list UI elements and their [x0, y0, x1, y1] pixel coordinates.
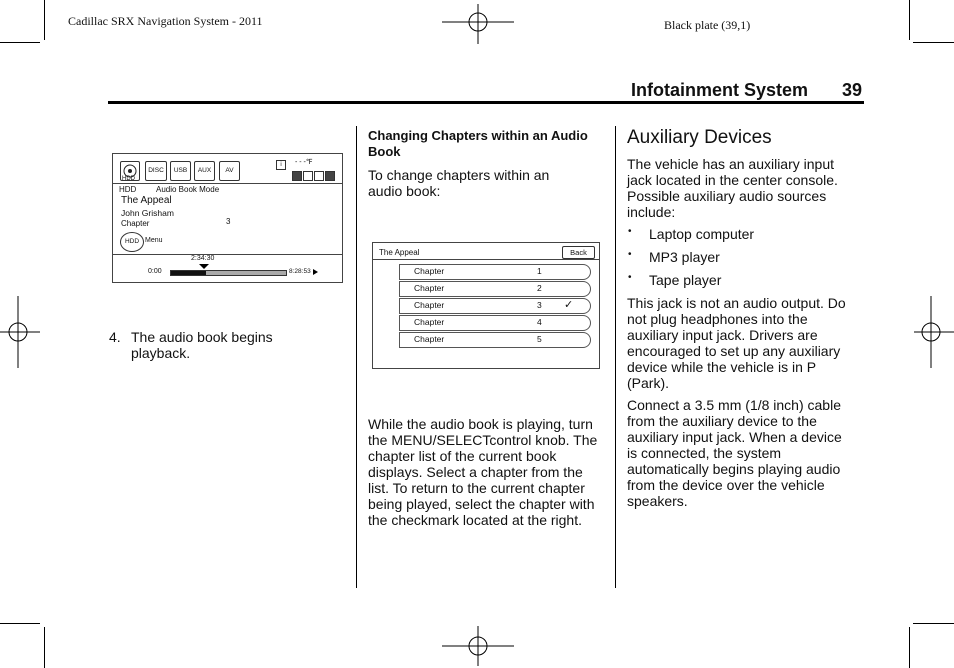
screen-divider: [113, 254, 342, 255]
list-item[interactable]: [399, 281, 591, 297]
crop-mark: [913, 623, 954, 624]
bullet-icon: •: [628, 249, 632, 260]
chapter-number: 3: [226, 217, 231, 226]
list-item: Tape player: [649, 272, 722, 288]
subsection-heading: Changing Chapters within an Audio Book: [368, 128, 588, 159]
back-button[interactable]: Back: [562, 246, 595, 259]
list-item[interactable]: [399, 315, 591, 331]
step-text: The audio book begins playback.: [131, 329, 273, 361]
mute-icon[interactable]: [303, 171, 313, 181]
screen-title: The Appeal: [379, 248, 420, 257]
av-button[interactable]: AV: [219, 161, 240, 181]
paragraph: This jack is not an audio output. Do not plug headphones into the auxiliary input jack. Drivers are encouraged to set up any auxiliary device while the vehicle is in P (Park).: [627, 295, 846, 391]
section-title: Infotainment System: [631, 80, 809, 100]
crop-mark: [909, 0, 910, 40]
chapter-label: Chapter: [414, 317, 445, 327]
crop-mark: [44, 627, 45, 668]
header-rule: [108, 101, 864, 104]
column-divider: [356, 126, 357, 588]
speaker-icon[interactable]: [292, 171, 302, 181]
end-time: 8:28:53: [289, 268, 311, 275]
chapter-number: 1: [537, 266, 542, 276]
chapter-label: Chapter: [414, 283, 445, 293]
crop-mark: [0, 42, 40, 43]
chapter-label: Chapter: [414, 300, 445, 310]
temperature-icon: - - -℉: [295, 159, 313, 166]
crop-mark: [913, 42, 954, 43]
intro-paragraph: The vehicle has an auxiliary input jack located in the center console. Possible auxiliary audio sources include:: [627, 156, 838, 220]
crop-mark: [0, 623, 40, 624]
list-item[interactable]: [399, 264, 591, 280]
chapter-list-screen: [372, 242, 600, 369]
column-divider: [615, 126, 616, 588]
progress-fill: [171, 271, 206, 275]
chapter-label: Chapter: [414, 334, 445, 344]
info-icon[interactable]: i: [276, 160, 286, 170]
settings-icon[interactable]: [325, 171, 335, 181]
book-author: John Grisham: [121, 208, 174, 218]
list-item: MP3 player: [649, 249, 720, 265]
screen-divider: [113, 183, 342, 184]
disc-button[interactable]: DISC: [145, 161, 167, 181]
hdd-round-button[interactable]: HDD: [120, 232, 144, 252]
registration-mark-left: [0, 296, 40, 368]
bullet-icon: •: [628, 226, 632, 237]
paragraph: Connect a 3.5 mm (1/8 inch) cable from the auxiliary device to the auxiliary input jack. When a device is connected, the system automatically begins playing audio from the device over the vehicle speakers.: [627, 397, 842, 509]
bullet-icon: •: [628, 272, 632, 283]
step-number: 4.: [109, 329, 121, 345]
usb-button[interactable]: USB: [170, 161, 191, 181]
chapter-number: 2: [537, 283, 542, 293]
start-time: 0:00: [148, 268, 162, 275]
elapsed-time: 2:34:30: [191, 255, 215, 262]
play-icon[interactable]: [313, 269, 318, 275]
crop-mark: [909, 627, 910, 668]
audio-book-screen: [112, 153, 343, 283]
list-item[interactable]: [399, 332, 591, 348]
book-title: The Appeal: [121, 195, 172, 206]
intro-text: To change chapters within an audio book:: [368, 167, 550, 199]
mode-label: Audio Book Mode: [156, 185, 220, 194]
position-marker: [199, 264, 209, 269]
list-item[interactable]: [399, 298, 591, 314]
progress-track[interactable]: [170, 270, 287, 276]
list-item: Laptop computer: [649, 226, 755, 242]
screen-divider: [373, 259, 599, 260]
menu-label: Menu: [145, 237, 163, 244]
page-number: 39: [842, 80, 863, 100]
document-title: Cadillac SRX Navigation System - 2011: [68, 14, 263, 28]
section-heading: Auxiliary Devices: [627, 127, 772, 148]
registration-mark-bottom: [442, 626, 514, 666]
chapter-label: Chapter: [414, 266, 445, 276]
crop-mark: [44, 0, 45, 40]
chapter-number: 3: [537, 300, 542, 310]
mode-source: HDD: [119, 185, 137, 194]
aux-button[interactable]: AUX: [194, 161, 215, 181]
phone-icon[interactable]: [314, 171, 324, 181]
registration-mark-top: [442, 4, 514, 44]
chapter-number: 5: [537, 334, 542, 344]
plate-label: Black plate (39,1): [664, 18, 751, 32]
paragraph: While the audio book is playing, turn the MENU/SELECTcontrol knob. The chapter list of the current book displays. Select a chapter from the list. To return to the current chapter being played, select the chapter with the checkmark located at the right.: [368, 416, 598, 528]
hdd-source-label: HDD: [122, 176, 135, 182]
registration-mark-right: [914, 296, 954, 368]
chapter-number: 4: [537, 317, 542, 327]
chapter-label: Chapter: [121, 219, 150, 228]
check-icon: ✓: [564, 299, 574, 311]
